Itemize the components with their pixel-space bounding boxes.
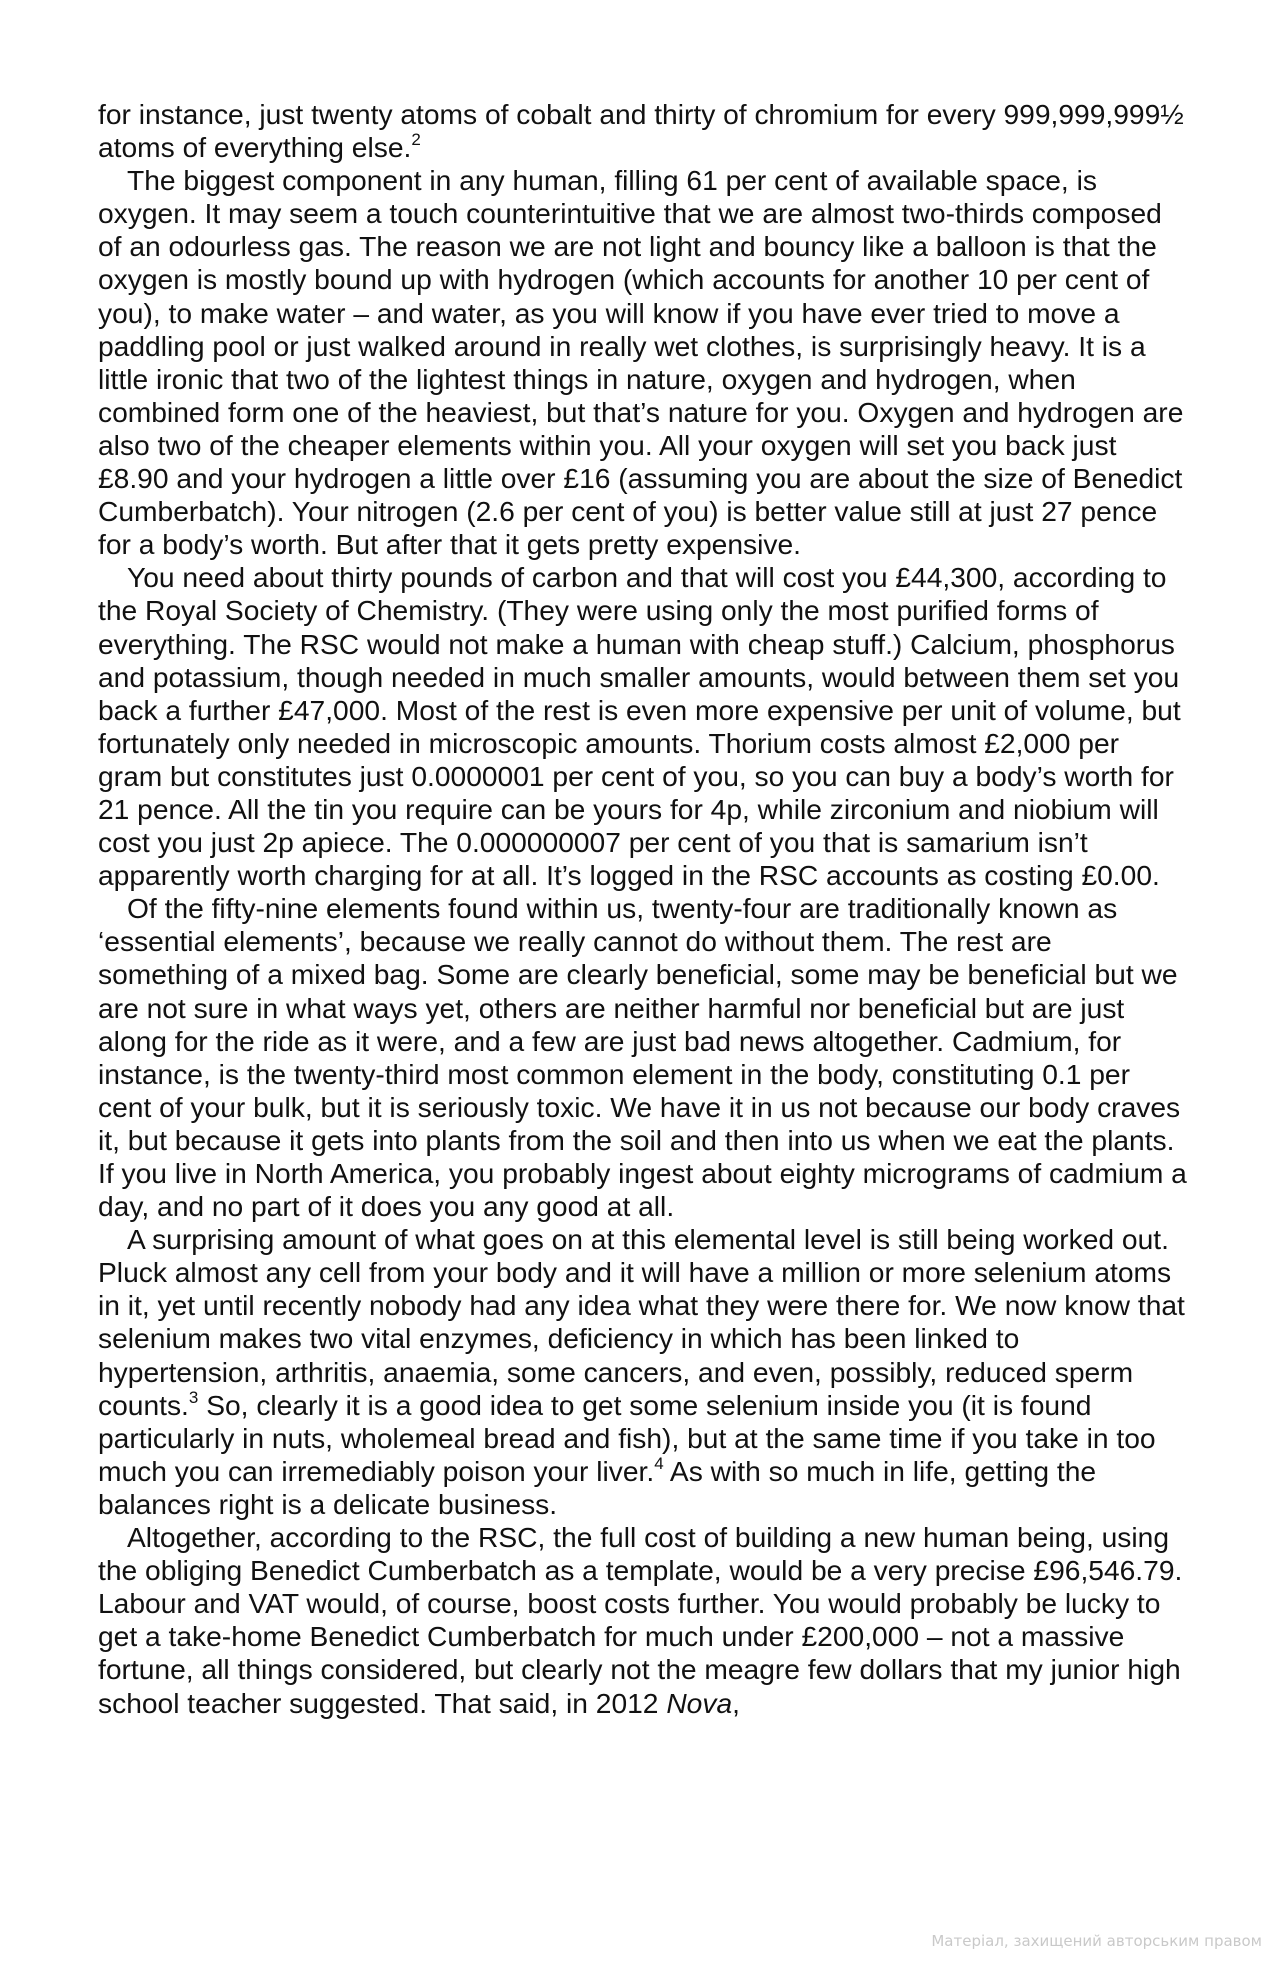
paragraph-text: As with so much in life, getting the balances right is a delicate business. <box>98 1454 1097 1520</box>
paragraph-text: You need about thirty pounds of carbon and that will cost you £44,300, according to the Royal Society of Chemistry. (They were using only the most purified forms of everything. The RSC would not make a human with cheap stuff.) Calcium, phosphorus and potassium, though needed in much smaller amounts, would between them set you back a further £47,000. Most of the rest is even more expensive per unit of volume, but fortunately only needed in microscopic amounts. Thorium costs almost £2,000 per gram but constitutes just 0.0000001 per cent of you, so you can buy a body’s worth for 21 pence. All the tin you require can be yours for 4p, while zirconium and niobium will cost you just 2p apiece. The 0.000000007 per cent of you that is samarium isn’t apparently worth charging for at all. It’s logged in the RSC accounts as costing £0.00. <box>98 561 1181 892</box>
paragraph-text: for instance, just twenty atoms of cobalt and thirty of chromium for every 999,999,999½ atoms of everything else. <box>98 98 1184 164</box>
paragraph-text: The biggest component in any human, filling 61 per cent of available space, is oxygen. It may seem a touch counterintuitive that we are almost two-thirds composed of an odourless gas. The reason we are not light and bouncy like a balloon is that the oxygen is mostly bound up with hydrogen (which accounts for another 10 per cent of you), to make water – and water, as you will know if you have ever tried to move a paddling pool or just walked around in really wet clothes, is surprisingly heavy. It is a little ironic that two of the lightest things in nature, oxygen and hydrogen, when combined form one of the heaviest, but that’s nature for you. Oxygen and hydrogen are also two of the cheaper elements within you. All your oxygen will set you back just £8.90 and your hydrogen a little over £16 (assuming you are about the size of Benedict Cumberbatch). Your nitrogen (2.6 per cent of you) is better value still at just 27 pence for a body’s worth. But after that it gets pretty expensive. <box>98 164 1184 561</box>
paragraph <box>98 1521 1188 1720</box>
book-page-body <box>98 98 1188 1720</box>
paragraph <box>98 164 1188 561</box>
footnote-ref: 2 <box>411 130 421 150</box>
paragraph <box>98 98 1188 164</box>
paragraph-text: , <box>732 1686 740 1719</box>
paragraph-text: Of the fifty-nine elements found within us, twenty-four are traditionally known as ‘essential elements’, because we really cannot do without them. The rest are something of a mixed bag. Some are clearly beneficial, some may be beneficial but we are not sure in what ways yet, others are neither harmful nor beneficial but are just along for the ride as it were, and a few are just bad news altogether. Cadmium, for instance, is the twenty-third most common element in the body, constituting 0.1 per cent of your bulk, but it is seriously toxic. We have it in us not because our body craves it, but because it gets into plants from the soil and then into us when we eat the plants. If you live in North America, you probably ingest about eighty micrograms of cadmium a day, and no part of it does you any good at all. <box>98 892 1187 1223</box>
copyright-watermark: Матеріал, захищений авторським правом <box>931 1932 1262 1950</box>
paragraph-text: Altogether, according to the RSC, the full cost of building a new human being, using the obliging Benedict Cumberbatch as a template, would be a very precise £96,546.79. Labour and VAT would, of course, boost costs further. You would probably be lucky to get a take-home Benedict Cumberbatch for much under £200,000 – not a massive fortune, all things considered, but clearly not the meagre few dollars that my junior high school teacher suggested. That said, in 2012 <box>98 1521 1183 1719</box>
paragraph-text: So, clearly it is a good idea to get some selenium inside you (it is found particularly in nuts, wholemeal bread and fish), but at the same time if you take in too much you can irremediably poison your liver. <box>98 1388 1156 1487</box>
paragraph <box>98 561 1188 892</box>
paragraph <box>98 1223 1188 1521</box>
paragraph <box>98 892 1188 1223</box>
footnote-ref: 4 <box>654 1453 664 1473</box>
italic-text: Nova <box>666 1686 733 1719</box>
paragraph-text: A surprising amount of what goes on at this elemental level is still being worked out. Pluck almost any cell from your body and it will have a million or more selenium atoms in it, yet until recently nobody had any idea what they were there for. We now know that selenium makes two vital enzymes, deficiency in which has been linked to hypertension, arthritis, anaemia, some cancers, and even, possibly, reduced sperm counts. <box>98 1223 1185 1421</box>
footnote-ref: 3 <box>188 1387 199 1407</box>
